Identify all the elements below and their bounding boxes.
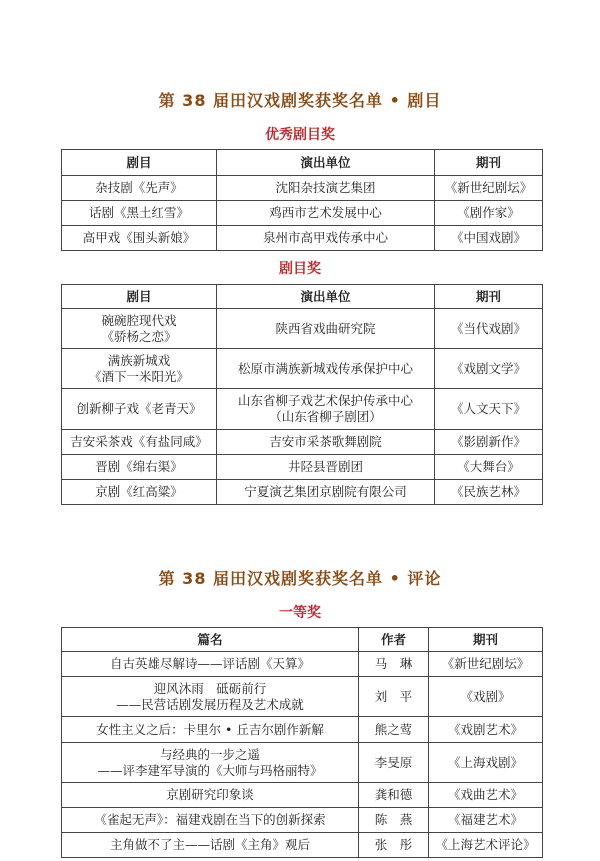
table-row xyxy=(62,833,543,858)
table-row xyxy=(62,389,543,430)
cell-author: 陈 燕 xyxy=(359,808,429,833)
cell-unit: 井陉县晋剧团 xyxy=(217,455,435,480)
table-row xyxy=(62,808,543,833)
table-row xyxy=(62,176,543,201)
table-header-row xyxy=(62,285,543,309)
cell-title: 迎风沐雨 砥砺前行 ——民营话剧发展历程及艺术成就 xyxy=(62,677,359,717)
header-cell: 演出单位 xyxy=(217,150,435,176)
cell-author: 龚和德 xyxy=(359,783,429,808)
cell-play: 京剧《红高粱》 xyxy=(62,480,217,505)
header-cell: 期刊 xyxy=(435,150,543,176)
cell-journal: 《中国戏剧》 xyxy=(435,226,543,251)
section2-title: 第 38 届田汉戏剧奖获奖名单 • 评论 xyxy=(158,569,442,588)
table-header-row xyxy=(62,150,543,176)
table-row xyxy=(62,226,543,251)
table-row xyxy=(62,430,543,455)
header-cell: 作者 xyxy=(359,628,429,652)
cell-journal: 《戏剧文学》 xyxy=(435,349,543,389)
table-row xyxy=(62,349,543,389)
cell-journal: 《新世纪剧坛》 xyxy=(429,652,543,677)
cell-title: 京剧研究印象谈 xyxy=(62,783,359,808)
first-prize-table xyxy=(61,627,543,858)
cell-play: 晋剧《绵右渠》 xyxy=(62,455,217,480)
cell-unit: 宁夏演艺集团京剧院有限公司 xyxy=(217,480,435,505)
cell-author: 张 彤 xyxy=(359,833,429,858)
table-row xyxy=(62,652,543,677)
cell-journal: 《福建艺术》 xyxy=(429,808,543,833)
table-row xyxy=(62,717,543,743)
cell-play: 创新柳子戏《老青天》 xyxy=(62,389,217,430)
cell-unit: 松原市满族新城戏传承保护中心 xyxy=(217,349,435,389)
cell-unit: 鸡西市艺术发展中心 xyxy=(217,201,435,226)
cell-title: 《雀起无声》：福建戏剧在当下的创新探索 xyxy=(62,808,359,833)
cell-journal: 《剧作家》 xyxy=(435,201,543,226)
header-cell: 期刊 xyxy=(435,285,543,309)
cell-play: 话剧《黑土红雪》 xyxy=(62,201,217,226)
cell-play: 吉安采茶戏《有盐同咸》 xyxy=(62,430,217,455)
cell-play: 满族新城戏 《酒下一米阳光》 xyxy=(62,349,217,389)
cell-unit: 沈阳杂技演艺集团 xyxy=(217,176,435,201)
excellent-table xyxy=(61,149,543,251)
table-header-row xyxy=(62,628,543,652)
cell-journal: 《新世纪剧坛》 xyxy=(435,176,543,201)
section1-title: 第 38 届田汉戏剧奖获奖名单 • 剧目 xyxy=(158,91,442,110)
table-row xyxy=(62,455,543,480)
cell-journal: 《大舞台》 xyxy=(435,455,543,480)
cell-unit: 泉州市高甲戏传承中心 xyxy=(217,226,435,251)
cell-journal: 《人文天下》 xyxy=(435,389,543,430)
cell-author: 马 琳 xyxy=(359,652,429,677)
cell-unit: 陕西省戏曲研究院 xyxy=(217,309,435,349)
cell-title: 主角做不了主——话剧《主角》观后 xyxy=(62,833,359,858)
table-row xyxy=(62,309,543,349)
cell-journal: 《上海戏剧》 xyxy=(429,743,543,783)
excellent-heading: 优秀剧目奖 xyxy=(265,127,335,143)
header-cell: 演出单位 xyxy=(217,285,435,309)
cell-author: 李旻原 xyxy=(359,743,429,783)
cell-journal: 《戏剧》 xyxy=(429,677,543,717)
header-cell: 剧目 xyxy=(62,285,217,309)
cell-unit: 山东省柳子戏艺术保护传承中心 （山东省柳子剧团） xyxy=(217,389,435,430)
first-prize-heading: 一等奖 xyxy=(279,605,321,621)
cell-journal: 《当代戏剧》 xyxy=(435,309,543,349)
cell-journal: 《上海艺术评论》 xyxy=(429,833,543,858)
header-cell: 篇名 xyxy=(62,628,359,652)
table-row xyxy=(62,201,543,226)
table-row xyxy=(62,743,543,783)
table-row xyxy=(62,677,543,717)
cell-play: 高甲戏《围头新娘》 xyxy=(62,226,217,251)
play-award-table xyxy=(61,284,543,505)
cell-journal: 《民族艺林》 xyxy=(435,480,543,505)
cell-unit: 吉安市采茶歌舞剧院 xyxy=(217,430,435,455)
cell-title: 女性主义之后：卡里尔 • 丘吉尔剧作新解 xyxy=(62,717,359,743)
cell-play: 碗碗腔现代戏 《骄杨之恋》 xyxy=(62,309,217,349)
table-row xyxy=(62,480,543,505)
play-award-heading: 剧目奖 xyxy=(279,261,321,277)
cell-author: 熊之莺 xyxy=(359,717,429,743)
table-row xyxy=(62,783,543,808)
cell-title: 自古英雄尽解诗——评话剧《天算》 xyxy=(62,652,359,677)
cell-journal: 《戏曲艺术》 xyxy=(429,783,543,808)
header-cell: 期刊 xyxy=(429,628,543,652)
cell-journal: 《戏剧艺术》 xyxy=(429,717,543,743)
cell-title: 与经典的一步之遥 ——评李建军导演的《大师与玛格丽特》 xyxy=(62,743,359,783)
cell-author: 刘 平 xyxy=(359,677,429,717)
header-cell: 剧目 xyxy=(62,150,217,176)
cell-play: 杂技剧《先声》 xyxy=(62,176,217,201)
cell-journal: 《影剧新作》 xyxy=(435,430,543,455)
